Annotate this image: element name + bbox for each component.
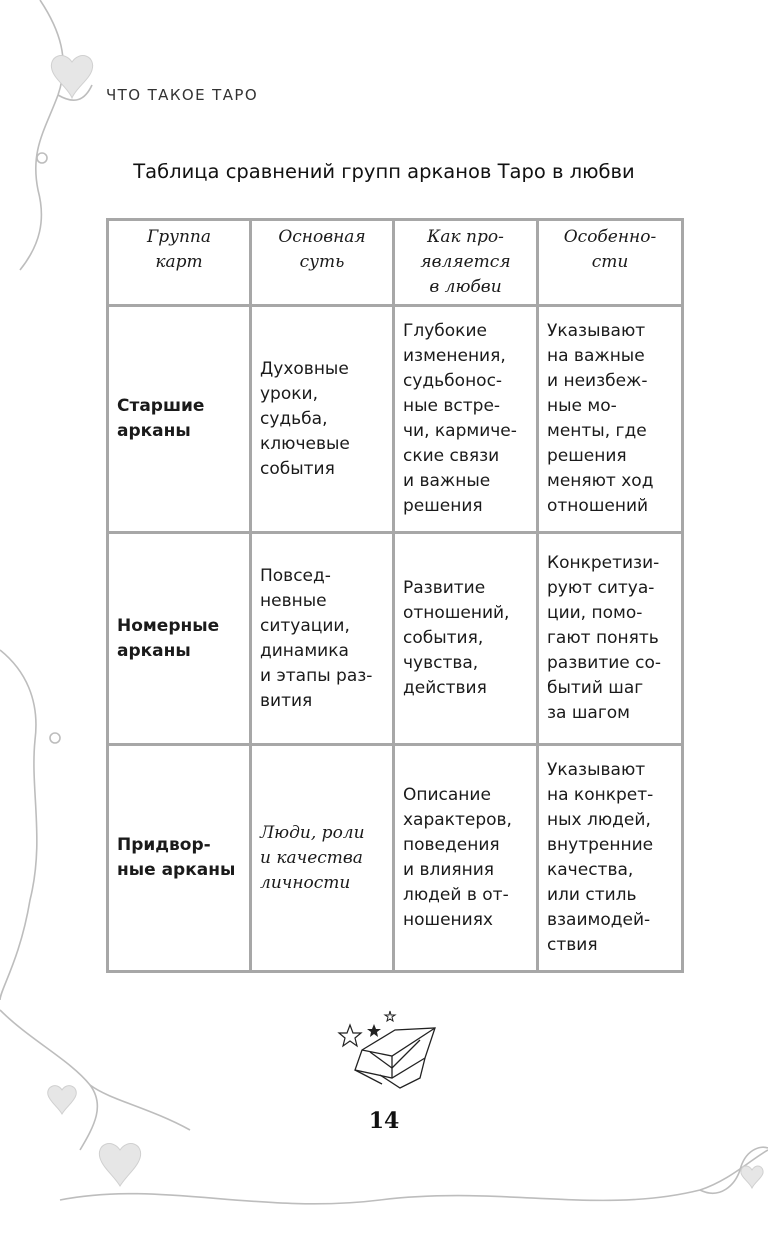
heart-icon	[99, 1144, 140, 1186]
table-row	[108, 306, 683, 533]
star-icon	[367, 1024, 381, 1037]
cell-essence: Повсед- невные ситуации, динамика и этапы раз- вития	[251, 533, 394, 745]
cell-essence: Люди, роли и качества личности	[251, 745, 394, 972]
cell-group: Номерные арканы	[108, 533, 251, 745]
cell-group: Придвор- ные арканы	[108, 745, 251, 972]
table-row	[108, 745, 683, 972]
star-icon	[385, 1011, 395, 1021]
cell-in-love: Развитие отношений, события, чувства, действия	[394, 533, 538, 745]
vine-bottom	[60, 1150, 768, 1204]
header-group: Группа карт	[108, 220, 251, 306]
heart-icon	[741, 1166, 763, 1188]
running-head: ЧТО ТАКОЕ ТАРО	[106, 86, 259, 104]
vine-left-mid	[0, 650, 37, 1000]
heart-icon	[51, 56, 92, 98]
crystal-icon	[355, 1028, 435, 1088]
comparison-table	[106, 218, 684, 973]
cell-in-love: Глубокие изменения, судьбонос- ные встре- чи, кармиче- ские связи и важные решения	[394, 306, 538, 533]
cell-essence: Духовные уроки, судьба, ключевые события	[251, 306, 394, 533]
table-header-row	[108, 220, 683, 306]
vine-top-left	[20, 0, 63, 270]
cell-group: Старшие арканы	[108, 306, 251, 533]
header-in-love: Как про- является в любви	[394, 220, 538, 306]
cell-features: Конкретизи- руют ситуа- ции, помо- гают понять развитие со- бытий шаг за шагом	[538, 533, 683, 745]
cell-features: Указывают на конкрет- ных людей, внутренние качества, или стиль взаимодей- ствия	[538, 745, 683, 972]
header-essence: Основная суть	[251, 220, 394, 306]
table-row	[108, 533, 683, 745]
star-icon	[339, 1025, 361, 1046]
page-number: 14	[368, 1108, 400, 1134]
header-features: Особенно- сти	[538, 220, 683, 306]
table-title: Таблица сравнений групп арканов Таро в любви	[133, 160, 635, 183]
cell-in-love: Описание характеров, поведения и влияния людей в от- ношениях	[394, 745, 538, 972]
cell-features: Указывают на важные и неизбеж- ные мо- менты, где решения меняют ход отношений	[538, 306, 683, 533]
